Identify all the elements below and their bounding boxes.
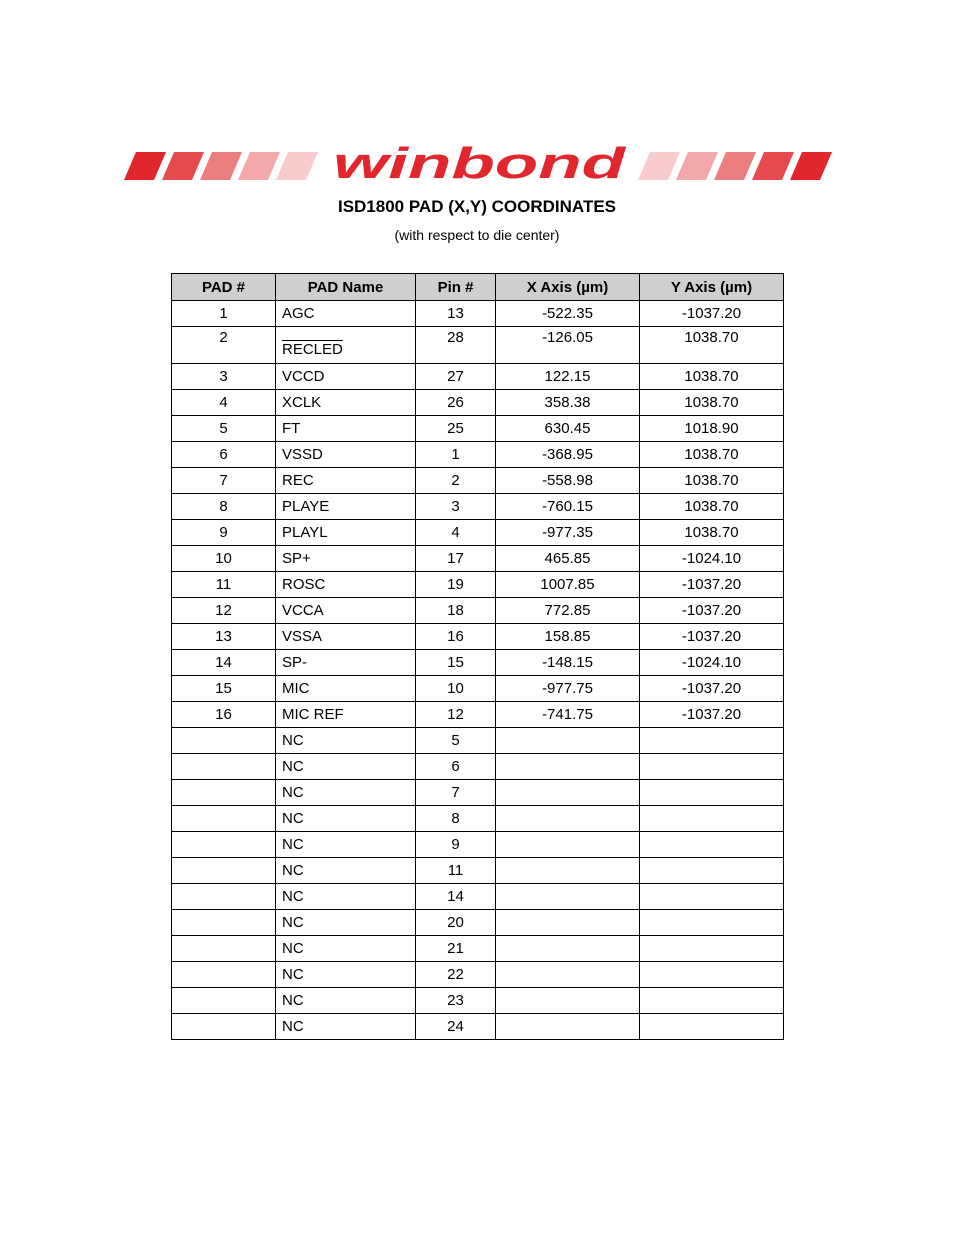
cell-y-axis — [640, 962, 784, 988]
cell-pin-number: 26 — [416, 390, 496, 416]
table-row — [172, 327, 784, 364]
cell-pin-number: 9 — [416, 832, 496, 858]
cell-pad-number — [172, 806, 276, 832]
table-row — [172, 364, 784, 390]
table-row — [172, 884, 784, 910]
cell-x-axis: -148.15 — [496, 650, 640, 676]
cell-pin-number: 8 — [416, 806, 496, 832]
cell-pin-number: 2 — [416, 468, 496, 494]
cell-pad-number: 5 — [172, 416, 276, 442]
cell-y-axis: 1038.70 — [640, 442, 784, 468]
cell-pad-name: NC — [276, 754, 416, 780]
cell-y-axis: 1018.90 — [640, 416, 784, 442]
cell-pad-name: NC — [276, 858, 416, 884]
cell-x-axis: 630.45 — [496, 416, 640, 442]
cell-x-axis — [496, 806, 640, 832]
cell-pad-number: 7 — [172, 468, 276, 494]
cell-pad-name: NC — [276, 988, 416, 1014]
cell-pad-number — [172, 1014, 276, 1040]
cell-pin-number: 14 — [416, 884, 496, 910]
cell-pad-name: NC — [276, 962, 416, 988]
cell-y-axis — [640, 728, 784, 754]
cell-x-axis — [496, 754, 640, 780]
cell-y-axis — [640, 754, 784, 780]
table-row — [172, 702, 784, 728]
cell-pin-number: 18 — [416, 598, 496, 624]
cell-y-axis: 1038.70 — [640, 327, 784, 364]
pad-name-active-low: RECLED — [282, 341, 343, 358]
cell-pin-number: 13 — [416, 301, 496, 327]
table-row — [172, 416, 784, 442]
cell-pad-number — [172, 728, 276, 754]
table-body — [172, 301, 784, 1040]
cell-pad-number — [172, 936, 276, 962]
cell-pad-number — [172, 754, 276, 780]
cell-y-axis: -1037.20 — [640, 572, 784, 598]
cell-pin-number: 7 — [416, 780, 496, 806]
cell-pad-number — [172, 832, 276, 858]
logo-stripe — [752, 152, 794, 180]
cell-y-axis: 1038.70 — [640, 494, 784, 520]
table-row — [172, 390, 784, 416]
cell-x-axis: 772.85 — [496, 598, 640, 624]
cell-y-axis: 1038.70 — [640, 468, 784, 494]
cell-pad-number: 15 — [172, 676, 276, 702]
table-row — [172, 780, 784, 806]
cell-pad-name: XCLK — [276, 390, 416, 416]
table-row — [172, 728, 784, 754]
cell-y-axis: -1024.10 — [640, 650, 784, 676]
cell-pad-number: 11 — [172, 572, 276, 598]
cell-pad-name: VSSD — [276, 442, 416, 468]
cell-pad-name: PLAYE — [276, 494, 416, 520]
logo-stripe — [200, 152, 242, 180]
cell-x-axis: -558.98 — [496, 468, 640, 494]
cell-x-axis: 158.85 — [496, 624, 640, 650]
cell-pad-number — [172, 858, 276, 884]
logo-wordmark: winbond — [333, 140, 627, 184]
cell-y-axis — [640, 806, 784, 832]
cell-pad-name: VCCD — [276, 364, 416, 390]
header-pad-number: PAD # — [172, 274, 276, 301]
page-subtitle: (with respect to die center) — [394, 227, 560, 243]
cell-x-axis — [496, 832, 640, 858]
cell-pin-number: 4 — [416, 520, 496, 546]
cell-pad-number: 10 — [172, 546, 276, 572]
cell-x-axis: -126.05 — [496, 327, 640, 364]
logo-stripe — [238, 152, 280, 180]
cell-pin-number: 28 — [416, 327, 496, 364]
cell-x-axis — [496, 780, 640, 806]
cell-x-axis — [496, 962, 640, 988]
table-row — [172, 572, 784, 598]
logo-stripe — [790, 152, 832, 180]
cell-pad-name: SP+ — [276, 546, 416, 572]
cell-y-axis: -1037.20 — [640, 598, 784, 624]
table-row — [172, 301, 784, 327]
cell-pad-number: 16 — [172, 702, 276, 728]
cell-x-axis: -522.35 — [496, 301, 640, 327]
cell-pin-number: 21 — [416, 936, 496, 962]
cell-y-axis: 1038.70 — [640, 520, 784, 546]
cell-pad-name: VCCA — [276, 598, 416, 624]
cell-x-axis: -977.75 — [496, 676, 640, 702]
cell-y-axis: 1038.70 — [640, 390, 784, 416]
header-x-axis: X Axis (µm) — [496, 274, 640, 301]
cell-pin-number: 12 — [416, 702, 496, 728]
cell-y-axis — [640, 988, 784, 1014]
cell-pad-number — [172, 910, 276, 936]
cell-x-axis: -760.15 — [496, 494, 640, 520]
cell-x-axis: -368.95 — [496, 442, 640, 468]
cell-pad-number — [172, 988, 276, 1014]
header-y-axis: Y Axis (µm) — [640, 274, 784, 301]
cell-pad-name: NC — [276, 780, 416, 806]
cell-pad-name: NC — [276, 1014, 416, 1040]
table-row — [172, 988, 784, 1014]
cell-pad-number: 4 — [172, 390, 276, 416]
header-pad-name: PAD Name — [276, 274, 416, 301]
cell-y-axis — [640, 780, 784, 806]
cell-pad-name: REC — [276, 468, 416, 494]
pad-coordinates-table — [171, 273, 784, 1040]
cell-pad-number — [172, 962, 276, 988]
cell-pad-name: VSSA — [276, 624, 416, 650]
cell-pad-number: 14 — [172, 650, 276, 676]
cell-pin-number: 17 — [416, 546, 496, 572]
cell-y-axis — [640, 858, 784, 884]
cell-pad-number — [172, 780, 276, 806]
cell-x-axis — [496, 910, 640, 936]
cell-pin-number: 1 — [416, 442, 496, 468]
table-row — [172, 676, 784, 702]
cell-pin-number: 3 — [416, 494, 496, 520]
table-row — [172, 832, 784, 858]
page-title: ISD1800 PAD (X,Y) COORDINATES — [337, 197, 617, 216]
cell-pad-name: NC — [276, 936, 416, 962]
cell-y-axis — [640, 936, 784, 962]
winbond-logo — [124, 140, 832, 184]
table-row — [172, 494, 784, 520]
cell-pad-name: AGC — [276, 301, 416, 327]
cell-pin-number: 16 — [416, 624, 496, 650]
cell-x-axis — [496, 988, 640, 1014]
table-row — [172, 754, 784, 780]
cell-pad-name: FT — [276, 416, 416, 442]
cell-pin-number: 11 — [416, 858, 496, 884]
cell-pin-number: 27 — [416, 364, 496, 390]
table-row — [172, 650, 784, 676]
logo-stripe — [676, 152, 718, 180]
cell-pin-number: 6 — [416, 754, 496, 780]
cell-x-axis: 122.15 — [496, 364, 640, 390]
cell-pad-name: MIC — [276, 676, 416, 702]
cell-y-axis: -1037.20 — [640, 676, 784, 702]
cell-pad-number — [172, 884, 276, 910]
table-row — [172, 806, 784, 832]
cell-pad-number: 9 — [172, 520, 276, 546]
cell-y-axis: -1024.10 — [640, 546, 784, 572]
logo-stripe — [124, 152, 166, 180]
cell-pad-name: NC — [276, 806, 416, 832]
table-row — [172, 520, 784, 546]
logo-stripe — [162, 152, 204, 180]
cell-y-axis: 1038.70 — [640, 364, 784, 390]
cell-x-axis — [496, 1014, 640, 1040]
cell-pad-number: 13 — [172, 624, 276, 650]
logo-stripe — [276, 152, 318, 180]
cell-pad-number: 12 — [172, 598, 276, 624]
cell-pin-number: 19 — [416, 572, 496, 598]
cell-pin-number: 25 — [416, 416, 496, 442]
cell-y-axis — [640, 910, 784, 936]
table-row — [172, 442, 784, 468]
cell-x-axis — [496, 936, 640, 962]
cell-y-axis — [640, 1014, 784, 1040]
cell-y-axis: -1037.20 — [640, 702, 784, 728]
table-row — [172, 1014, 784, 1040]
cell-pad-name: NC — [276, 884, 416, 910]
cell-pad-name: MIC REF — [276, 702, 416, 728]
cell-x-axis — [496, 884, 640, 910]
cell-pin-number: 24 — [416, 1014, 496, 1040]
table-row — [172, 910, 784, 936]
cell-pad-name: PLAYL — [276, 520, 416, 546]
cell-pad-name — [276, 327, 416, 364]
table-row — [172, 858, 784, 884]
cell-x-axis: -977.35 — [496, 520, 640, 546]
cell-pad-number: 6 — [172, 442, 276, 468]
cell-x-axis — [496, 728, 640, 754]
cell-pin-number: 15 — [416, 650, 496, 676]
cell-pad-name: ROSC — [276, 572, 416, 598]
cell-x-axis: 1007.85 — [496, 572, 640, 598]
table-row — [172, 546, 784, 572]
cell-pin-number: 23 — [416, 988, 496, 1014]
cell-x-axis: 465.85 — [496, 546, 640, 572]
logo-stripe — [638, 152, 680, 180]
cell-x-axis: 358.38 — [496, 390, 640, 416]
cell-pad-name: NC — [276, 910, 416, 936]
cell-pin-number: 20 — [416, 910, 496, 936]
cell-y-axis: -1037.20 — [640, 624, 784, 650]
table-row — [172, 468, 784, 494]
table-row — [172, 598, 784, 624]
cell-pad-number: 8 — [172, 494, 276, 520]
cell-pad-name: SP- — [276, 650, 416, 676]
table-row — [172, 936, 784, 962]
header-pin-number: Pin # — [416, 274, 496, 301]
cell-pad-number: 3 — [172, 364, 276, 390]
cell-x-axis: -741.75 — [496, 702, 640, 728]
cell-pin-number: 22 — [416, 962, 496, 988]
cell-pad-name: NC — [276, 728, 416, 754]
logo-stripe — [714, 152, 756, 180]
cell-y-axis — [640, 884, 784, 910]
cell-pad-number: 1 — [172, 301, 276, 327]
cell-pin-number: 5 — [416, 728, 496, 754]
table-row — [172, 962, 784, 988]
cell-x-axis — [496, 858, 640, 884]
cell-y-axis — [640, 832, 784, 858]
table-header-row — [172, 274, 784, 301]
cell-pad-name: NC — [276, 832, 416, 858]
cell-y-axis: -1037.20 — [640, 301, 784, 327]
cell-pin-number: 10 — [416, 676, 496, 702]
cell-pad-number: 2 — [172, 327, 276, 364]
table-row — [172, 624, 784, 650]
